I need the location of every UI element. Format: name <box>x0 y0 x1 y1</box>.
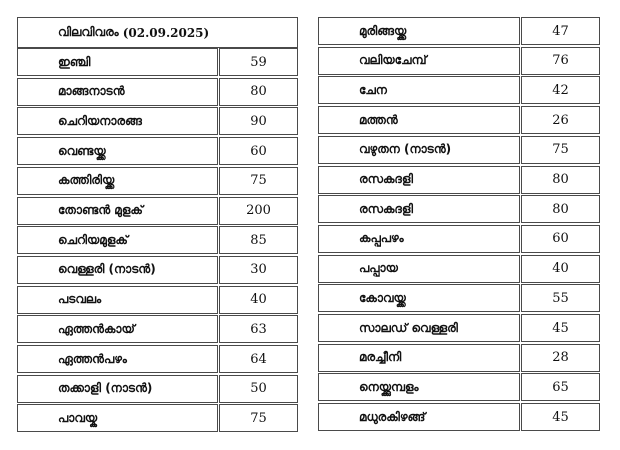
item-price: 80 <box>521 166 600 194</box>
item-name: ഏത്തൻപഴം <box>17 345 218 373</box>
item-name: രസകദളി <box>318 195 520 223</box>
item-name: കത്തിരിയ്ക്ക <box>17 167 218 195</box>
item-name: പാവയ്ക <box>17 404 218 432</box>
item-name: മരച്ചീനി <box>318 344 520 372</box>
item-name: സാലഡ് വെള്ളരി <box>318 314 520 342</box>
item-name: ഏത്തൻകായ് <box>17 315 218 343</box>
item-price: 76 <box>521 47 600 75</box>
item-price: 45 <box>521 403 600 431</box>
item-price: 59 <box>219 48 298 76</box>
item-price: 30 <box>219 256 298 284</box>
item-price: 40 <box>521 255 600 283</box>
price-list-title <box>17 17 298 48</box>
item-price: 80 <box>521 195 600 223</box>
item-name: പടവലം <box>17 286 218 314</box>
item-price: 75 <box>219 167 298 195</box>
item-price: 60 <box>219 137 298 165</box>
title-date: (02.09.2025) <box>122 25 210 40</box>
item-name: ചെറിയനാരങ്ങ <box>17 107 218 135</box>
item-name: വഴുതന (നാടൻ) <box>318 136 520 164</box>
item-price: 50 <box>219 375 298 403</box>
item-name: നെയ്ക്കുമ്പളം <box>318 373 520 401</box>
item-name: ചേന <box>318 76 520 104</box>
item-name: കപ്പപഴം <box>318 225 520 253</box>
item-price: 47 <box>521 17 600 45</box>
item-name: വലിയചേമ്പ് <box>318 47 520 75</box>
item-price: 64 <box>219 345 298 373</box>
item-price: 42 <box>521 76 600 104</box>
item-price: 75 <box>521 136 600 164</box>
item-name: മാങ്ങനാടൻ <box>17 78 218 106</box>
item-price: 55 <box>521 284 600 312</box>
item-price: 28 <box>521 344 600 372</box>
title-text: വിലവിവരം <box>58 25 119 39</box>
item-price: 75 <box>219 404 298 432</box>
item-price: 26 <box>521 106 600 134</box>
item-name: തോണ്ടൻ മുളക് <box>17 197 218 225</box>
item-name: തക്കാളി (നാടൻ) <box>17 375 218 403</box>
item-price: 85 <box>219 226 298 254</box>
item-price: 200 <box>219 197 298 225</box>
item-price: 90 <box>219 107 298 135</box>
item-name: മധുരകിഴങ്ങ് <box>318 403 520 431</box>
item-name: വെണ്ടയ്ക്ക <box>17 137 218 165</box>
item-price: 45 <box>521 314 600 342</box>
item-price: 40 <box>219 286 298 314</box>
item-price: 63 <box>219 315 298 343</box>
item-name: മുരിങ്ങയ്ക്ക <box>318 17 520 45</box>
item-name: പപ്പായ <box>318 255 520 283</box>
item-name: കോവയ്ക്ക <box>318 284 520 312</box>
item-price: 80 <box>219 78 298 106</box>
item-price: 60 <box>521 225 600 253</box>
item-name: ഇഞ്ചി <box>17 48 218 76</box>
item-price: 65 <box>521 373 600 401</box>
item-name: വെള്ളരി (നാടൻ) <box>17 256 218 284</box>
item-name: ചെറിയമുളക് <box>17 226 218 254</box>
item-name: രസകദളി <box>318 166 520 194</box>
item-name: മത്തൻ <box>318 106 520 134</box>
